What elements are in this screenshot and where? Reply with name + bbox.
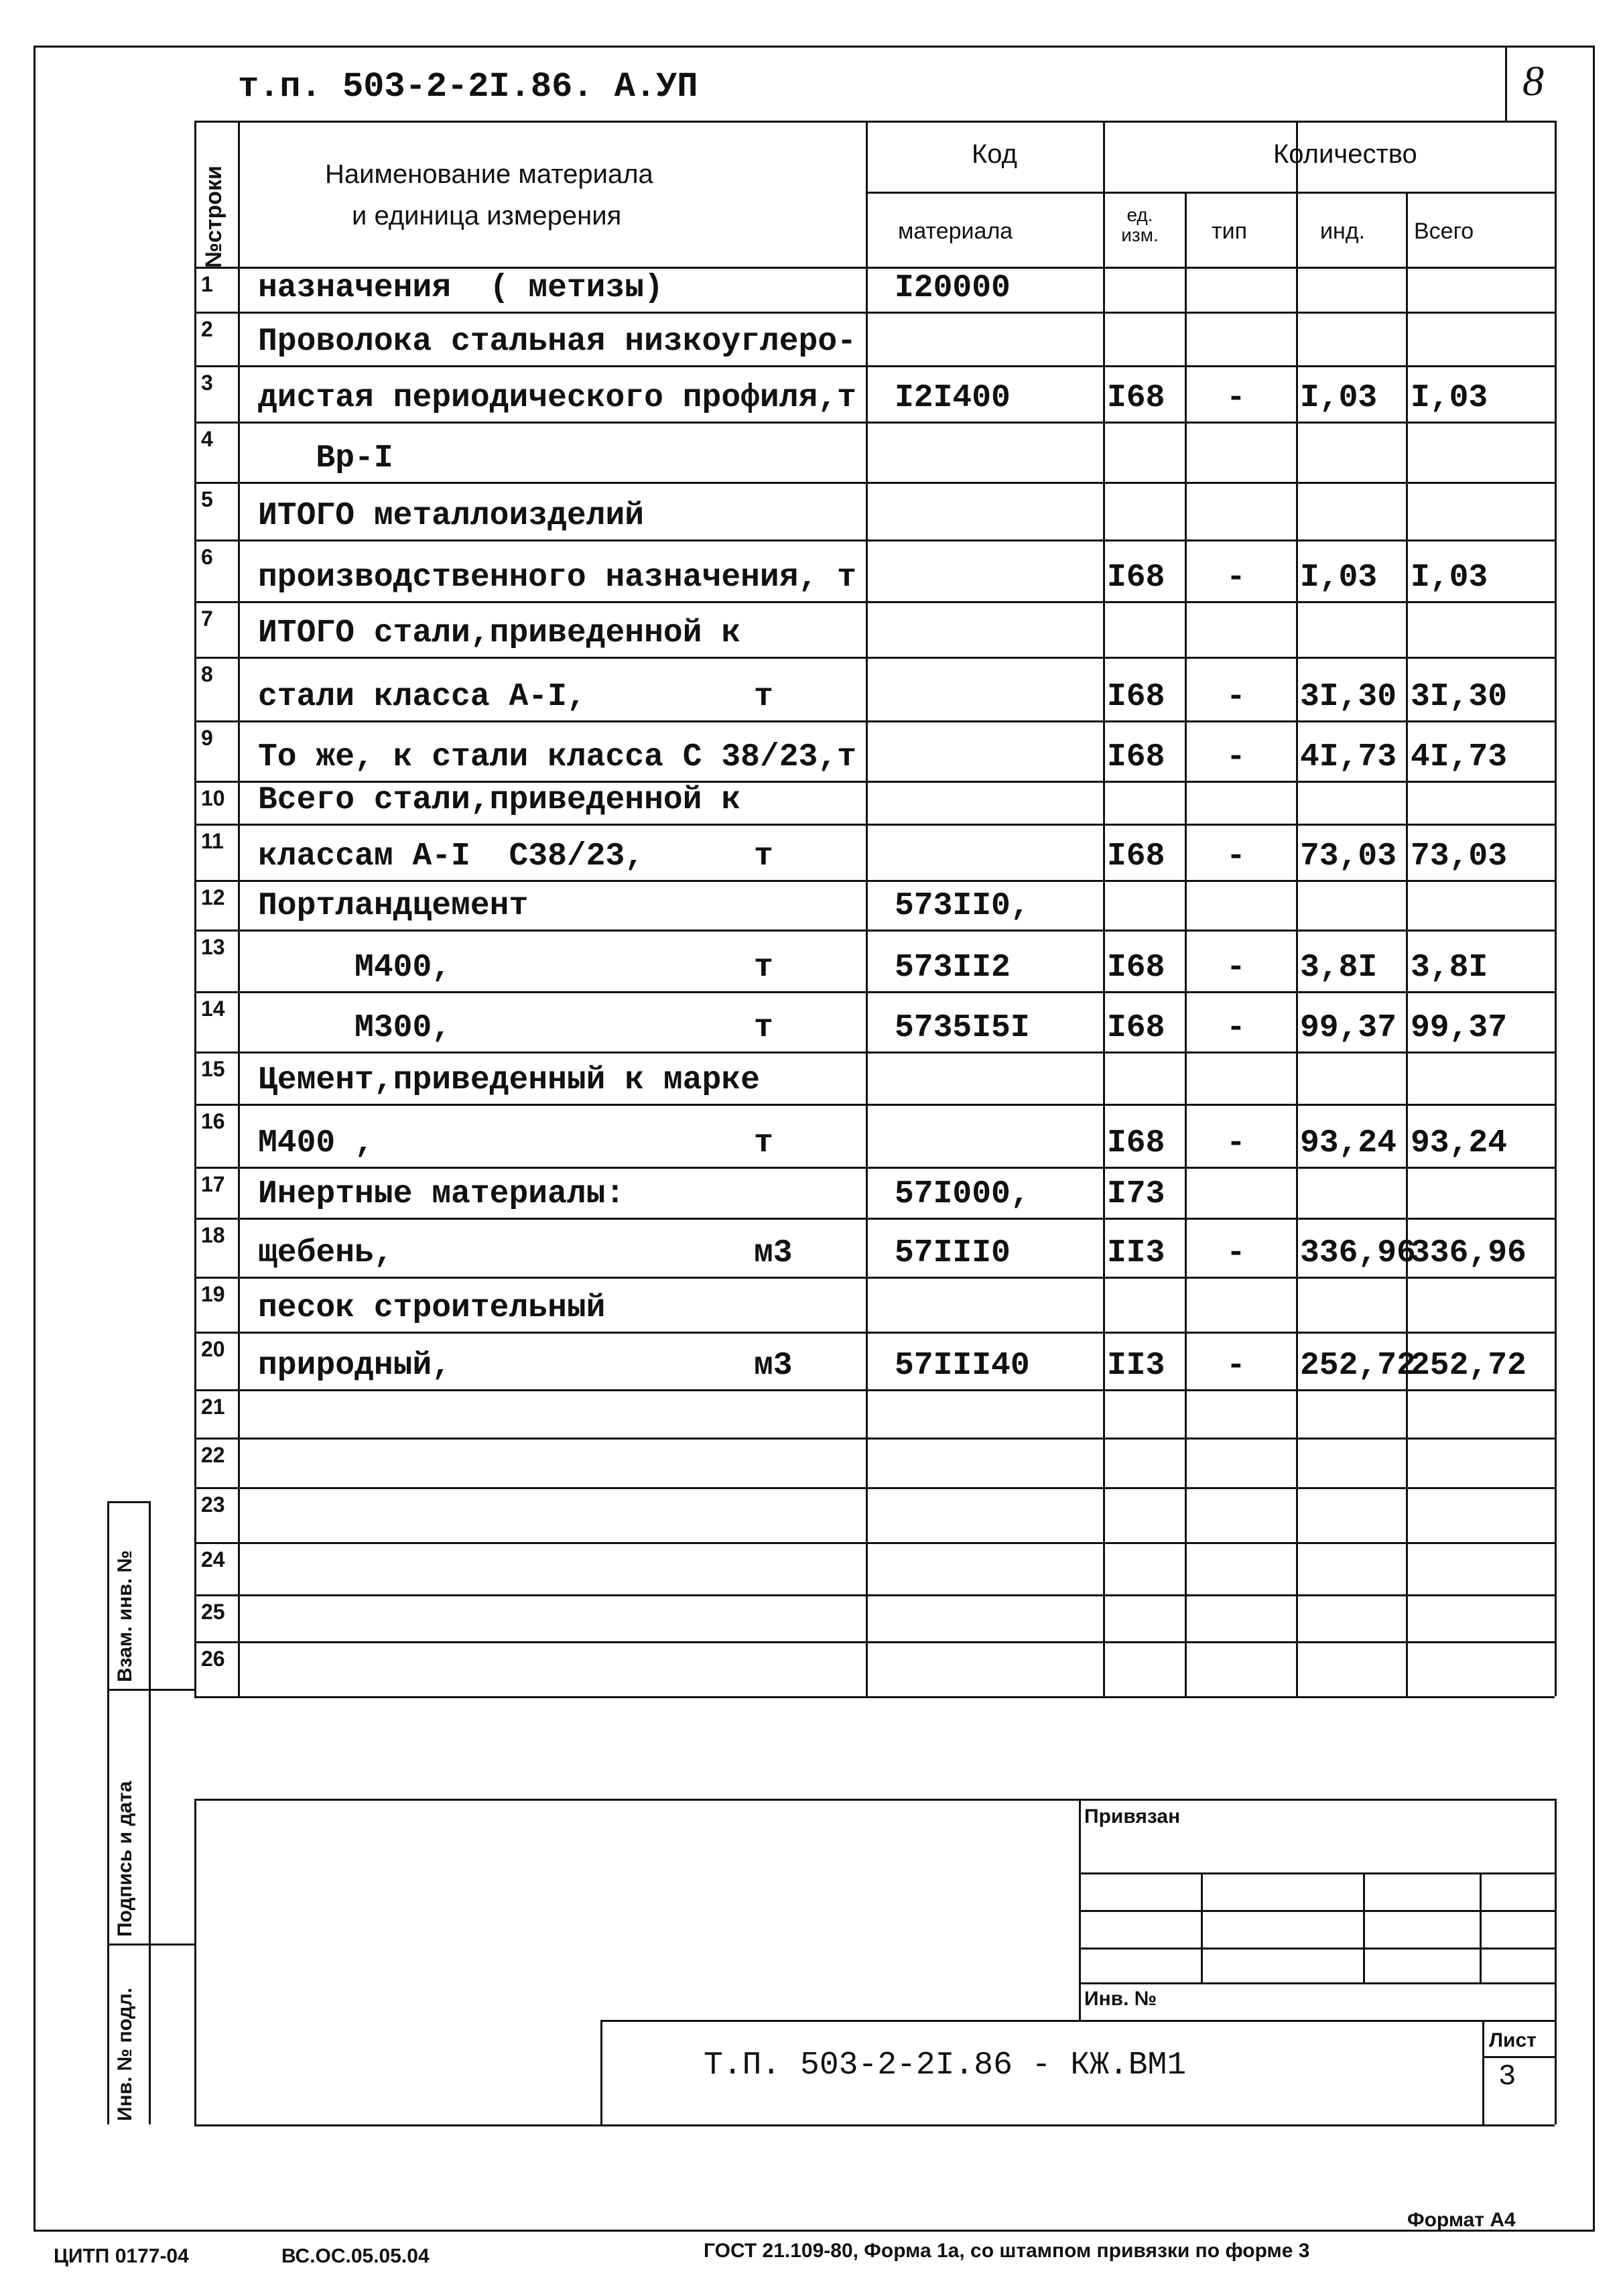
table-col-line <box>1406 192 1408 1696</box>
sidebar-inv-podl: Инв. № подл. <box>114 1987 136 2121</box>
row-name: Вр-I <box>258 440 393 476</box>
sidebar-vzam: Взам. инв. № <box>114 1550 136 1682</box>
table-col-line <box>238 121 240 1696</box>
table-bottom-line <box>194 1696 1555 1698</box>
table-row-line <box>194 1389 1555 1391</box>
row-ind-qty: 3I,30 <box>1300 679 1397 715</box>
table-row-line <box>194 1641 1555 1643</box>
col-header-type: тип <box>1212 218 1247 244</box>
row-number: 14 <box>201 997 225 1021</box>
row-number: 18 <box>201 1223 225 1247</box>
sheet-number: 8 <box>1522 57 1544 105</box>
row-number: 16 <box>201 1109 225 1133</box>
privyazan-col-2 <box>1363 1872 1365 1982</box>
row-number: 6 <box>201 545 213 569</box>
row-material-code: 573II0, <box>895 888 1030 924</box>
row-unit-code: I68 <box>1107 560 1165 596</box>
row-ind-qty: 93,24 <box>1300 1125 1397 1161</box>
col-header-material: материала <box>898 218 1013 244</box>
row-type-qty: - <box>1226 739 1246 775</box>
col-header-name-1: Наименование материала <box>325 160 653 189</box>
row-number: 10 <box>201 786 225 810</box>
footer-code: ВС.ОС.05.05.04 <box>281 2245 430 2267</box>
privyazan-line-2 <box>1079 1910 1555 1912</box>
row-number: 12 <box>201 885 225 909</box>
row-type-qty: - <box>1226 560 1246 596</box>
table-row-line <box>194 880 1555 882</box>
row-total-qty: 73,03 <box>1411 838 1508 875</box>
stamp-bottom <box>194 2124 1555 2126</box>
footer-gost: ГОСТ 21.109-80, Форма 1а, со штампом привязки по форме 3 <box>704 2240 1310 2262</box>
table-row-line <box>194 720 1555 722</box>
sidebar-podpis: Подпись и дата <box>114 1781 136 1937</box>
sidebar-line-1 <box>107 1501 109 2124</box>
row-type-qty: - <box>1226 1010 1246 1046</box>
row-unit: т <box>754 1125 773 1161</box>
row-unit: т <box>754 1010 773 1046</box>
row-name: То же, к стали класса С 38/23,т <box>258 739 856 775</box>
row-name: производственного назначения, т <box>258 560 856 596</box>
format-label: Формат А4 <box>1407 2209 1516 2231</box>
table-row-line <box>194 482 1555 484</box>
table-row-line <box>194 601 1555 603</box>
table-row-line <box>194 539 1555 541</box>
row-ind-qty: 99,37 <box>1300 1010 1397 1046</box>
table-row-line <box>194 1051 1555 1054</box>
row-type-qty: - <box>1226 1235 1246 1271</box>
doc-reference: т.п. 503-2-2I.86. А.УП <box>238 67 698 107</box>
sidebar-sep-3 <box>107 1943 194 1946</box>
privyazan-line-1 <box>1079 1872 1555 1874</box>
sheet-num-divider <box>1505 46 1507 121</box>
row-name: М400 , <box>258 1125 374 1161</box>
row-ind-qty: 252,72 <box>1300 1348 1416 1384</box>
col-header-ind: инд. <box>1320 218 1366 244</box>
privyazan-left <box>1079 1799 1081 2020</box>
row-type-qty: - <box>1226 1125 1246 1161</box>
table-top-line <box>194 121 1555 123</box>
row-unit-code: I68 <box>1107 739 1165 775</box>
row-number: 4 <box>201 427 213 451</box>
row-ind-qty: I,03 <box>1300 380 1378 416</box>
table-col-line <box>194 121 196 1696</box>
row-total-qty: 4I,73 <box>1411 739 1508 775</box>
privyazan-col-3 <box>1480 1872 1482 1982</box>
row-unit-code: I68 <box>1107 1125 1165 1161</box>
table-row-line <box>194 1167 1555 1169</box>
row-type-qty: - <box>1226 679 1246 715</box>
table-row-line <box>194 1218 1555 1220</box>
row-total-qty: 336,96 <box>1411 1235 1527 1271</box>
table-col-line <box>866 121 868 1696</box>
row-ind-qty: I,03 <box>1300 560 1378 596</box>
table-row-line <box>194 1104 1555 1106</box>
row-name: Проволока стальная низкоуглеро- <box>258 324 856 360</box>
row-total-qty: I,03 <box>1411 380 1488 416</box>
table-row-line <box>194 422 1555 424</box>
row-ind-qty: 3,8I <box>1300 950 1378 986</box>
list-box-left <box>1482 2020 1484 2124</box>
row-material-code: 5735I5I <box>895 1010 1030 1046</box>
row-name: стали класса А-I, <box>258 679 586 715</box>
privyazan-label: Привязан <box>1084 1805 1181 1828</box>
row-ind-qty: 336,96 <box>1300 1235 1416 1271</box>
table-row-line <box>194 1438 1555 1440</box>
row-unit-code: I68 <box>1107 838 1165 875</box>
row-type-qty: - <box>1226 1348 1246 1384</box>
row-ind-qty: 73,03 <box>1300 838 1397 875</box>
col-header-total: Всего <box>1414 218 1474 244</box>
row-name: щебень, <box>258 1235 393 1271</box>
row-number: 26 <box>201 1647 225 1671</box>
row-material-code: 57I000, <box>895 1176 1030 1212</box>
row-type-qty: - <box>1226 838 1246 875</box>
title-block-left <box>600 2020 602 2124</box>
privyazan-line-4 <box>1079 1982 1555 1984</box>
row-number: 22 <box>201 1443 225 1467</box>
row-name: природный, <box>258 1348 452 1384</box>
table-row-line <box>194 657 1555 659</box>
row-number: 19 <box>201 1282 225 1306</box>
row-unit-code: I68 <box>1107 380 1165 416</box>
table-row-line <box>194 991 1555 993</box>
col-header-code: Код <box>972 139 1018 169</box>
stamp-right <box>1555 1799 1557 2124</box>
row-unit: т <box>754 679 773 715</box>
row-number: 23 <box>201 1492 225 1517</box>
row-name: ИТОГО стали,приведенной к <box>258 615 741 651</box>
row-material-code: 573II2 <box>895 950 1011 986</box>
row-unit-code: I68 <box>1107 1010 1165 1046</box>
sidebar-line-2 <box>149 1501 151 2124</box>
row-number: 25 <box>201 1600 225 1624</box>
row-unit-code: I68 <box>1107 679 1165 715</box>
list-value: 3 <box>1498 2060 1516 2094</box>
title-block-top <box>600 2020 1555 2022</box>
row-material-code: I20000 <box>895 270 1011 306</box>
row-unit-code: II3 <box>1107 1348 1165 1384</box>
stamp-top <box>194 1799 1555 1801</box>
row-number: 11 <box>201 829 224 853</box>
row-number: 21 <box>201 1395 225 1419</box>
table-row-line <box>194 312 1555 314</box>
list-box-sep <box>1482 2056 1555 2058</box>
row-number: 5 <box>201 487 213 511</box>
row-name: дистая периодического профиля,т <box>258 380 856 416</box>
row-name: назначения ( метизы) <box>258 270 663 306</box>
row-total-qty: 93,24 <box>1411 1125 1508 1161</box>
row-type-qty: - <box>1226 950 1246 986</box>
table-row-line <box>194 930 1555 932</box>
row-number: 20 <box>201 1337 225 1361</box>
row-number: 8 <box>201 662 213 686</box>
row-unit-code: I68 <box>1107 950 1165 986</box>
col-header-unit: ед. изм. <box>1121 204 1159 245</box>
row-name: классам А-I С38/23, <box>258 838 645 875</box>
row-number: 1 <box>201 272 213 296</box>
row-number: 15 <box>201 1057 225 1081</box>
row-material-code: 57III40 <box>895 1348 1030 1384</box>
table-row-line <box>194 1332 1555 1334</box>
stamp-title: Т.П. 503-2-2I.86 - КЖ.ВМ1 <box>704 2047 1187 2084</box>
row-material-code: I2I400 <box>895 380 1011 416</box>
row-name: М300, <box>258 1010 452 1046</box>
row-ind-qty: 4I,73 <box>1300 739 1397 775</box>
row-number: 13 <box>201 935 225 959</box>
row-material-code: 57III0 <box>895 1235 1011 1271</box>
list-label: Лист <box>1489 2029 1537 2051</box>
row-unit: м3 <box>754 1348 793 1384</box>
table-row-line <box>194 1487 1555 1489</box>
row-unit: т <box>754 950 773 986</box>
row-number: 7 <box>201 607 213 631</box>
row-name: М400, <box>258 950 452 986</box>
col-header-name-2: и единица измерения <box>352 201 622 231</box>
row-type-qty: - <box>1226 380 1246 416</box>
row-unit-code: II3 <box>1107 1235 1165 1271</box>
table-row-line <box>194 1594 1555 1596</box>
row-unit: м3 <box>754 1235 793 1271</box>
table-col-line <box>1296 121 1298 1696</box>
header-mid-line <box>866 192 1555 194</box>
table-row-line <box>194 1542 1555 1544</box>
row-total-qty: 252,72 <box>1411 1348 1527 1384</box>
row-unit-code: I73 <box>1107 1176 1165 1212</box>
privyazan-line-3 <box>1079 1948 1555 1950</box>
row-unit: т <box>754 838 773 875</box>
table-row-line <box>194 824 1555 826</box>
row-number: 24 <box>201 1547 225 1572</box>
row-number: 2 <box>201 317 213 341</box>
row-number: 17 <box>201 1172 225 1196</box>
row-name: ИТОГО металлоизделий <box>258 498 645 534</box>
row-name: Цемент,приведенный к марке <box>258 1062 760 1098</box>
sidebar-sep-1 <box>107 1501 149 1503</box>
row-total-qty: 99,37 <box>1411 1010 1508 1046</box>
row-total-qty: I,03 <box>1411 560 1488 596</box>
row-name: песок строительный <box>258 1290 606 1326</box>
table-col-line <box>1185 192 1187 1696</box>
table-col-line <box>1103 121 1105 1696</box>
privyazan-col-1 <box>1201 1872 1203 1982</box>
footer-citp: ЦИТП 0177-04 <box>54 2245 189 2267</box>
inv-no-label: Инв. № <box>1084 1988 1157 2010</box>
stamp-left <box>194 1799 196 2124</box>
row-name: Портландцемент <box>258 888 529 924</box>
row-name: Инертные материалы: <box>258 1176 625 1212</box>
sidebar-sep-2 <box>107 1689 194 1691</box>
col-header-rownum: №строки <box>201 166 226 268</box>
row-total-qty: 3I,30 <box>1411 679 1508 715</box>
table-row-line <box>194 267 1555 269</box>
row-number: 3 <box>201 371 213 395</box>
table-row-line <box>194 1277 1555 1279</box>
row-name: Всего стали,приведенной к <box>258 782 741 818</box>
row-total-qty: 3,8I <box>1411 950 1488 986</box>
table-row-line <box>194 365 1555 367</box>
row-number: 9 <box>201 726 213 750</box>
col-header-quantity: Количество <box>1273 139 1417 169</box>
table-col-line <box>1555 121 1557 1696</box>
